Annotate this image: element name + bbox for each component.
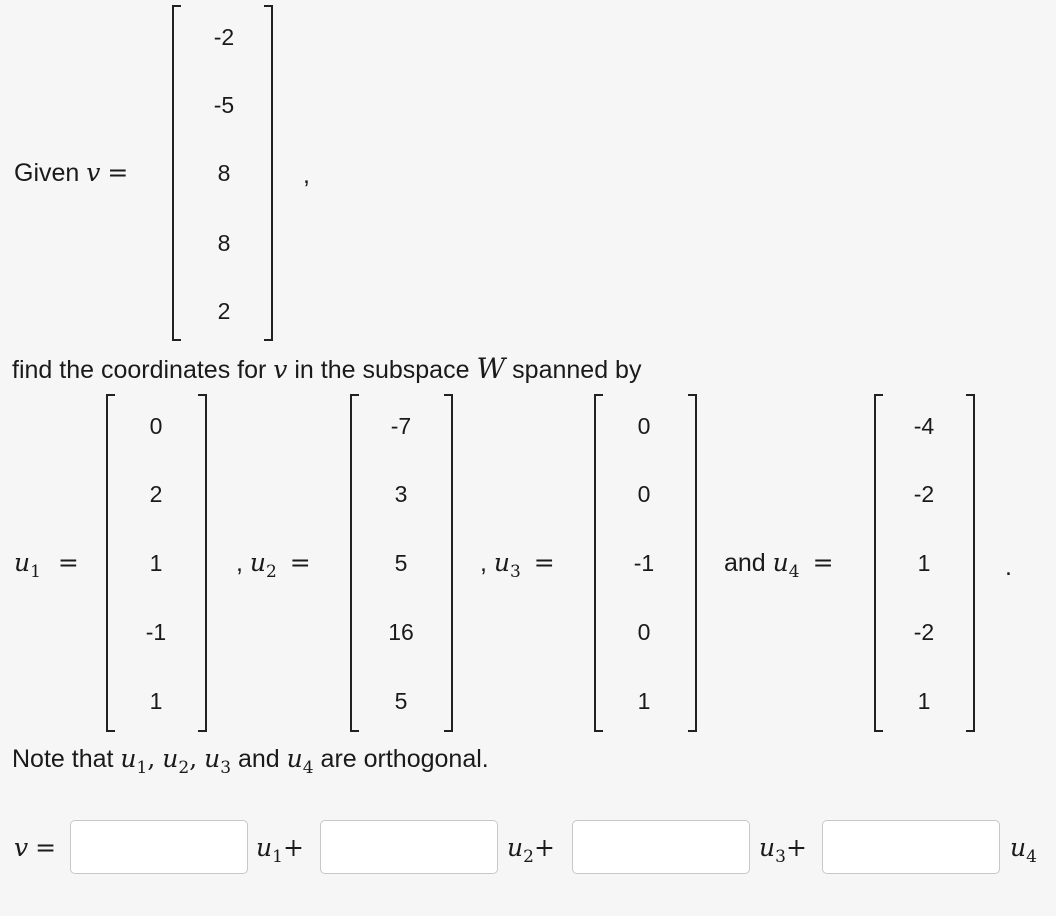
equals-sign: = bbox=[35, 833, 57, 862]
vector-entry: 1 bbox=[917, 688, 931, 714]
vector-entry: 16 bbox=[388, 619, 414, 645]
equals-sign: = bbox=[57, 548, 79, 577]
vector-entry: -2 bbox=[913, 619, 935, 645]
left-bracket bbox=[350, 394, 359, 732]
equals-sign: = bbox=[812, 548, 834, 577]
term-u3 bbox=[759, 833, 807, 866]
period: . bbox=[1005, 553, 1012, 581]
subscript: 4 bbox=[788, 562, 800, 582]
right-bracket bbox=[966, 394, 975, 732]
subscript: 2 bbox=[523, 847, 534, 867]
subscript: 1 bbox=[30, 562, 41, 582]
vector-entry: 0 bbox=[637, 413, 651, 439]
vector-entry: -7 bbox=[390, 413, 412, 439]
term-u4 bbox=[1010, 833, 1037, 866]
instruction-part: spanned by bbox=[512, 356, 642, 384]
instruction-part: find the coordinates for bbox=[12, 356, 267, 384]
instruction-part: in the subspace bbox=[294, 356, 470, 384]
var-v: v bbox=[86, 158, 101, 187]
vector-entry: 0 bbox=[637, 619, 651, 645]
subscript: 4 bbox=[302, 758, 314, 778]
vector-entry: 1 bbox=[149, 550, 163, 576]
var-u: u bbox=[162, 744, 179, 773]
left-bracket bbox=[874, 394, 883, 732]
vector-entry: 8 bbox=[217, 160, 231, 186]
note-text: are orthogonal. bbox=[320, 745, 489, 773]
vector-entry: 3 bbox=[394, 481, 408, 507]
var-u: u bbox=[14, 548, 31, 577]
orthogonality-note bbox=[12, 744, 489, 777]
vector-entry: 1 bbox=[637, 688, 651, 714]
vector-entry: 1 bbox=[917, 550, 931, 576]
instruction-text bbox=[12, 354, 641, 385]
coefficient-input-u4[interactable] bbox=[822, 820, 1000, 874]
term-u2 bbox=[507, 833, 555, 866]
vector-entry: 2 bbox=[149, 481, 163, 507]
right-bracket bbox=[444, 394, 453, 732]
comma: , bbox=[236, 549, 243, 577]
coefficient-input-u1[interactable] bbox=[70, 820, 248, 874]
vector-entry: -5 bbox=[213, 92, 235, 118]
vector-entry: 5 bbox=[394, 688, 408, 714]
var-v: v bbox=[273, 355, 288, 384]
left-bracket bbox=[106, 394, 115, 732]
comma: , bbox=[480, 549, 487, 577]
var-u: u bbox=[204, 744, 221, 773]
and-text: and bbox=[724, 549, 766, 577]
subscript: 2 bbox=[266, 562, 277, 582]
var-u: u bbox=[493, 548, 511, 577]
vector-entry: -1 bbox=[145, 619, 167, 645]
vector-entry: 0 bbox=[149, 413, 163, 439]
answer-lhs bbox=[14, 833, 56, 863]
plus-sign: + bbox=[282, 833, 304, 862]
subscript: 3 bbox=[510, 562, 521, 582]
left-bracket bbox=[172, 5, 181, 341]
var-u: u bbox=[120, 744, 137, 773]
plus-sign: + bbox=[785, 833, 807, 862]
right-bracket bbox=[264, 5, 273, 341]
given-label bbox=[14, 158, 128, 188]
given-prefix: Given bbox=[14, 159, 80, 187]
comma: , bbox=[189, 744, 198, 773]
vector-entry: -2 bbox=[913, 481, 935, 507]
vector-entry: 5 bbox=[394, 550, 408, 576]
u1-label bbox=[14, 548, 79, 581]
comma: , bbox=[303, 161, 310, 189]
var-W: W bbox=[476, 352, 506, 385]
subscript: 2 bbox=[178, 758, 190, 778]
left-bracket bbox=[594, 394, 603, 732]
vector-entry: 1 bbox=[149, 688, 163, 714]
coefficient-input-u2[interactable] bbox=[320, 820, 498, 874]
equals-sign: = bbox=[107, 158, 129, 187]
coefficient-input-u3[interactable] bbox=[572, 820, 750, 874]
equals-sign: = bbox=[533, 548, 555, 577]
and-text: and bbox=[237, 745, 280, 773]
right-bracket bbox=[688, 394, 697, 732]
subscript: 1 bbox=[136, 758, 148, 778]
var-u: u bbox=[256, 833, 273, 862]
subscript: 3 bbox=[775, 847, 786, 867]
subscript: 1 bbox=[272, 847, 283, 867]
var-u: u bbox=[1010, 833, 1027, 862]
note-text: Note that bbox=[12, 745, 114, 773]
u2-label bbox=[236, 548, 311, 581]
right-bracket bbox=[198, 394, 207, 732]
var-u: u bbox=[772, 548, 789, 577]
subscript: 3 bbox=[220, 758, 232, 778]
var-v: v bbox=[14, 833, 29, 862]
term-u1 bbox=[256, 833, 304, 866]
var-u: u bbox=[286, 744, 303, 773]
var-u: u bbox=[249, 548, 267, 577]
u3-label bbox=[480, 548, 555, 581]
vector-entry: -4 bbox=[913, 413, 935, 439]
subscript: 4 bbox=[1026, 847, 1037, 867]
plus-sign: + bbox=[533, 833, 555, 862]
vector-entry: -1 bbox=[633, 550, 655, 576]
vector-entry: 8 bbox=[217, 230, 231, 256]
var-u: u bbox=[507, 833, 524, 862]
comma: , bbox=[147, 744, 156, 773]
var-u: u bbox=[759, 833, 776, 862]
vector-entry: -2 bbox=[213, 24, 235, 50]
equals-sign: = bbox=[289, 548, 311, 577]
vector-entry: 0 bbox=[637, 481, 651, 507]
vector-entry: 2 bbox=[217, 298, 231, 324]
u4-label bbox=[724, 548, 834, 581]
